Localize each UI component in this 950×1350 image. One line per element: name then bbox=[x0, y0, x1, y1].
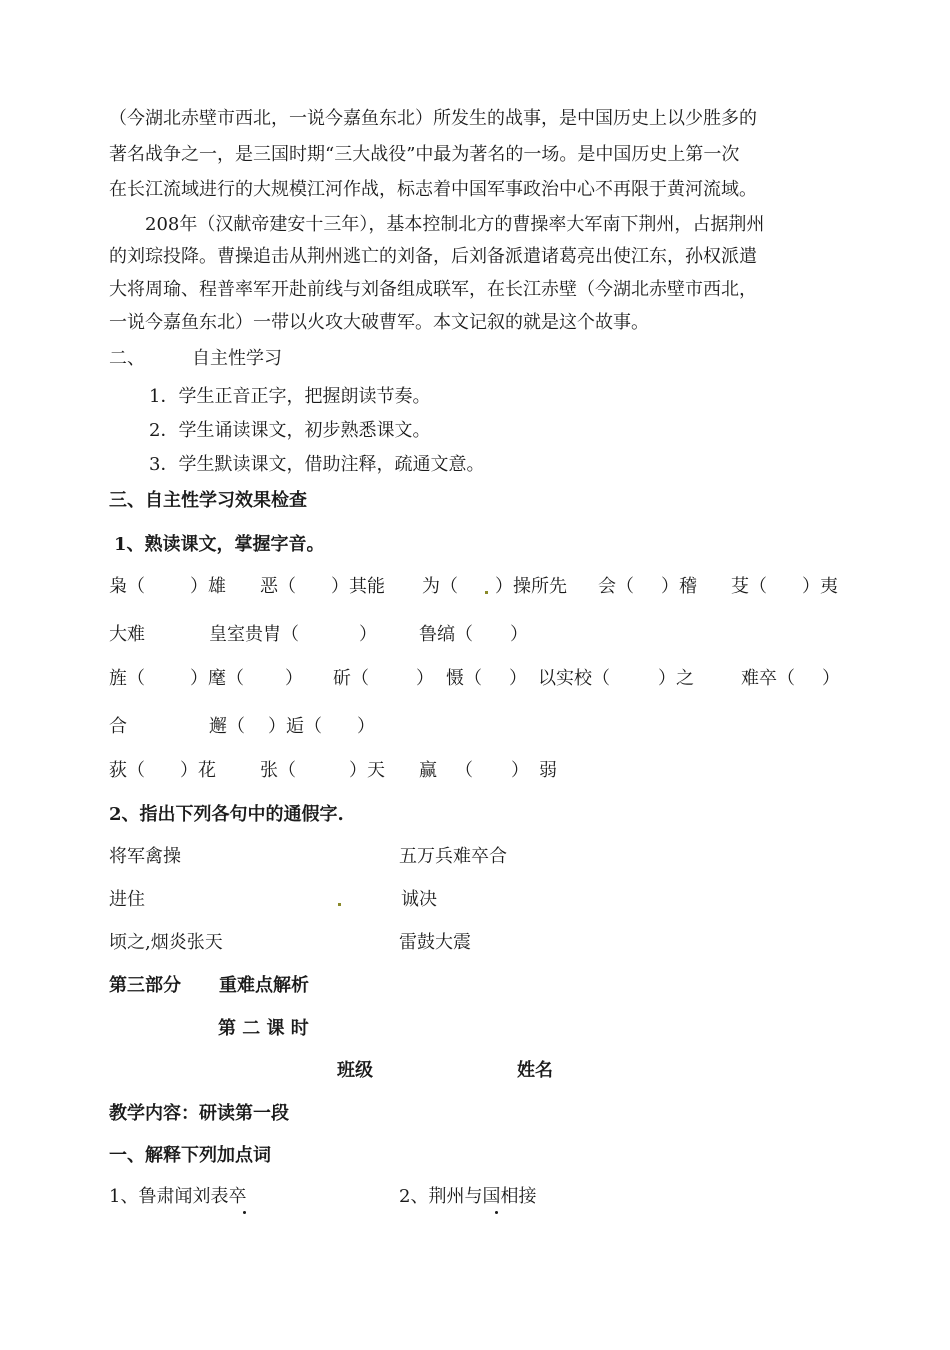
pron-3-1: 旌（ bbox=[109, 668, 145, 689]
intro-line-1: （今湖北赤壁市西北，一说今嘉鱼东北）所发生的战事，是中国历史上以少胜多的 bbox=[109, 108, 757, 129]
tongjia-3-right: 雷鼓大震 bbox=[399, 932, 471, 953]
pron-1-6: ）操所先 bbox=[495, 576, 567, 597]
pron-5-4: ）天 bbox=[349, 760, 385, 781]
explain-item-2: 2、荆州与国相接 bbox=[399, 1186, 537, 1207]
class-label: 班级 bbox=[337, 1060, 373, 1081]
pron-1-10: ）夷 bbox=[802, 576, 838, 597]
part3-title: 重难点解析 bbox=[219, 975, 309, 996]
pron-5-3: 张（ bbox=[260, 760, 296, 781]
pron-3-5: ） bbox=[416, 668, 434, 689]
intro-line-6: 大将周瑜、程普率军开赴前线与刘备组成联军，在长江赤壁（今湖北赤壁市西北， bbox=[109, 279, 757, 300]
pron-3-7: ） bbox=[509, 668, 527, 689]
section2-item-1: 1．学生正音正字，把握朗读节奏。 bbox=[149, 386, 431, 407]
intro-line-2: 著名战争之一，是三国时期“三大战役”中最为著名的一场。是中国历史上第一次 bbox=[109, 144, 740, 165]
pron-4-4: ） bbox=[357, 716, 375, 737]
intro-line-4: 208年（汉献帝建安十三年），基本控制北方的曹操率大军南下荆州，占据荆州 bbox=[109, 214, 765, 235]
part3-label: 第三部分 bbox=[109, 975, 181, 996]
tongjia-2-right: 诚决 bbox=[401, 889, 437, 910]
explain-item-1: 1、鲁肃闻刘表卒 bbox=[109, 1186, 247, 1207]
pron-2-3: ） bbox=[359, 624, 377, 645]
pron-1-9: 芟（ bbox=[731, 576, 767, 597]
pron-4-3: ）逅（ bbox=[268, 716, 322, 737]
section2-item-2: 2．学生诵读课文，初步熟悉课文。 bbox=[149, 420, 431, 441]
pron-2-4: 鲁缟（ bbox=[419, 624, 473, 645]
intro-line-3: 在长江流域进行的大规模江河作战，标志着中国军事政治中心不再限于黄河流域。 bbox=[109, 179, 757, 200]
pron-1-7: 会（ bbox=[598, 576, 634, 597]
pron-1-1: 枭（ bbox=[109, 576, 145, 597]
q2-title: 2、指出下列各句中的通假字. bbox=[109, 804, 344, 825]
pron-3-3: ） bbox=[285, 668, 303, 689]
pron-4-1: 合 bbox=[109, 716, 127, 737]
pron-2-1: 大难 bbox=[109, 624, 145, 645]
pron-1-3: 恶（ bbox=[260, 576, 296, 597]
pron-3-6: 慑（ bbox=[446, 668, 482, 689]
pron-5-2: ）花 bbox=[180, 760, 216, 781]
tongjia-1-left: 将军禽操 bbox=[109, 846, 181, 867]
pron-4-2: 邂（ bbox=[209, 716, 245, 737]
emphasis-dot bbox=[495, 1211, 498, 1214]
pron-3-2: ）麾（ bbox=[190, 668, 244, 689]
pron-3-10: 难卒（ bbox=[741, 668, 795, 689]
emphasis-dot bbox=[243, 1211, 246, 1214]
pron-1-4: ）其能 bbox=[331, 576, 385, 597]
section2-item-3: 3．学生默读课文，借助注释，疏通文意。 bbox=[149, 454, 485, 475]
name-label: 姓名 bbox=[517, 1060, 553, 1081]
intro-line-5: 的刘琮投降。曹操追击从荆州逃亡的刘备，后刘备派遣诸葛亮出使江东，孙权派遣 bbox=[109, 246, 757, 267]
pron-5-8: 弱 bbox=[539, 760, 557, 781]
pron-5-1: 荻（ bbox=[109, 760, 145, 781]
section3-title: 三、自主性学习效果检查 bbox=[109, 490, 307, 511]
pron-3-11: ） bbox=[822, 668, 840, 689]
pron-5-7: ） bbox=[511, 760, 529, 781]
intro-line-7: 一说今嘉鱼东北）一带以火攻大破曹军。本文记叙的就是这个故事。 bbox=[109, 312, 649, 333]
pron-3-9: ）之 bbox=[658, 668, 694, 689]
section2-number: 二、 bbox=[109, 348, 145, 369]
pron-5-6: （ bbox=[455, 760, 473, 781]
lesson2-title: 第 二 课 时 bbox=[218, 1018, 309, 1039]
pron-3-4: 斫（ bbox=[333, 668, 369, 689]
pron-1-8: ）稽 bbox=[661, 576, 697, 597]
tongjia-2-left: 进住 bbox=[109, 889, 145, 910]
green-mark bbox=[485, 591, 488, 594]
pron-3-8: 以实校（ bbox=[538, 668, 610, 689]
pron-1-2: ）雄 bbox=[190, 576, 226, 597]
green-mark-2 bbox=[338, 903, 341, 906]
pron-1-5: 为（ bbox=[422, 576, 458, 597]
teaching-content: 教学内容：研读第一段 bbox=[109, 1103, 289, 1124]
tongjia-3-left: 顷之,烟炎张天 bbox=[109, 932, 223, 953]
pron-2-2: 皇室贵胄（ bbox=[209, 624, 299, 645]
pron-2-5: ） bbox=[510, 624, 528, 645]
pron-5-5: 赢 bbox=[419, 760, 437, 781]
tongjia-1-right: 五万兵难卒合 bbox=[399, 846, 507, 867]
explain-title: 一、解释下列加点词 bbox=[109, 1145, 271, 1166]
q1-title: 1、熟读课文，掌握字音。 bbox=[114, 534, 325, 555]
section2-title: 自主性学习 bbox=[192, 348, 282, 369]
